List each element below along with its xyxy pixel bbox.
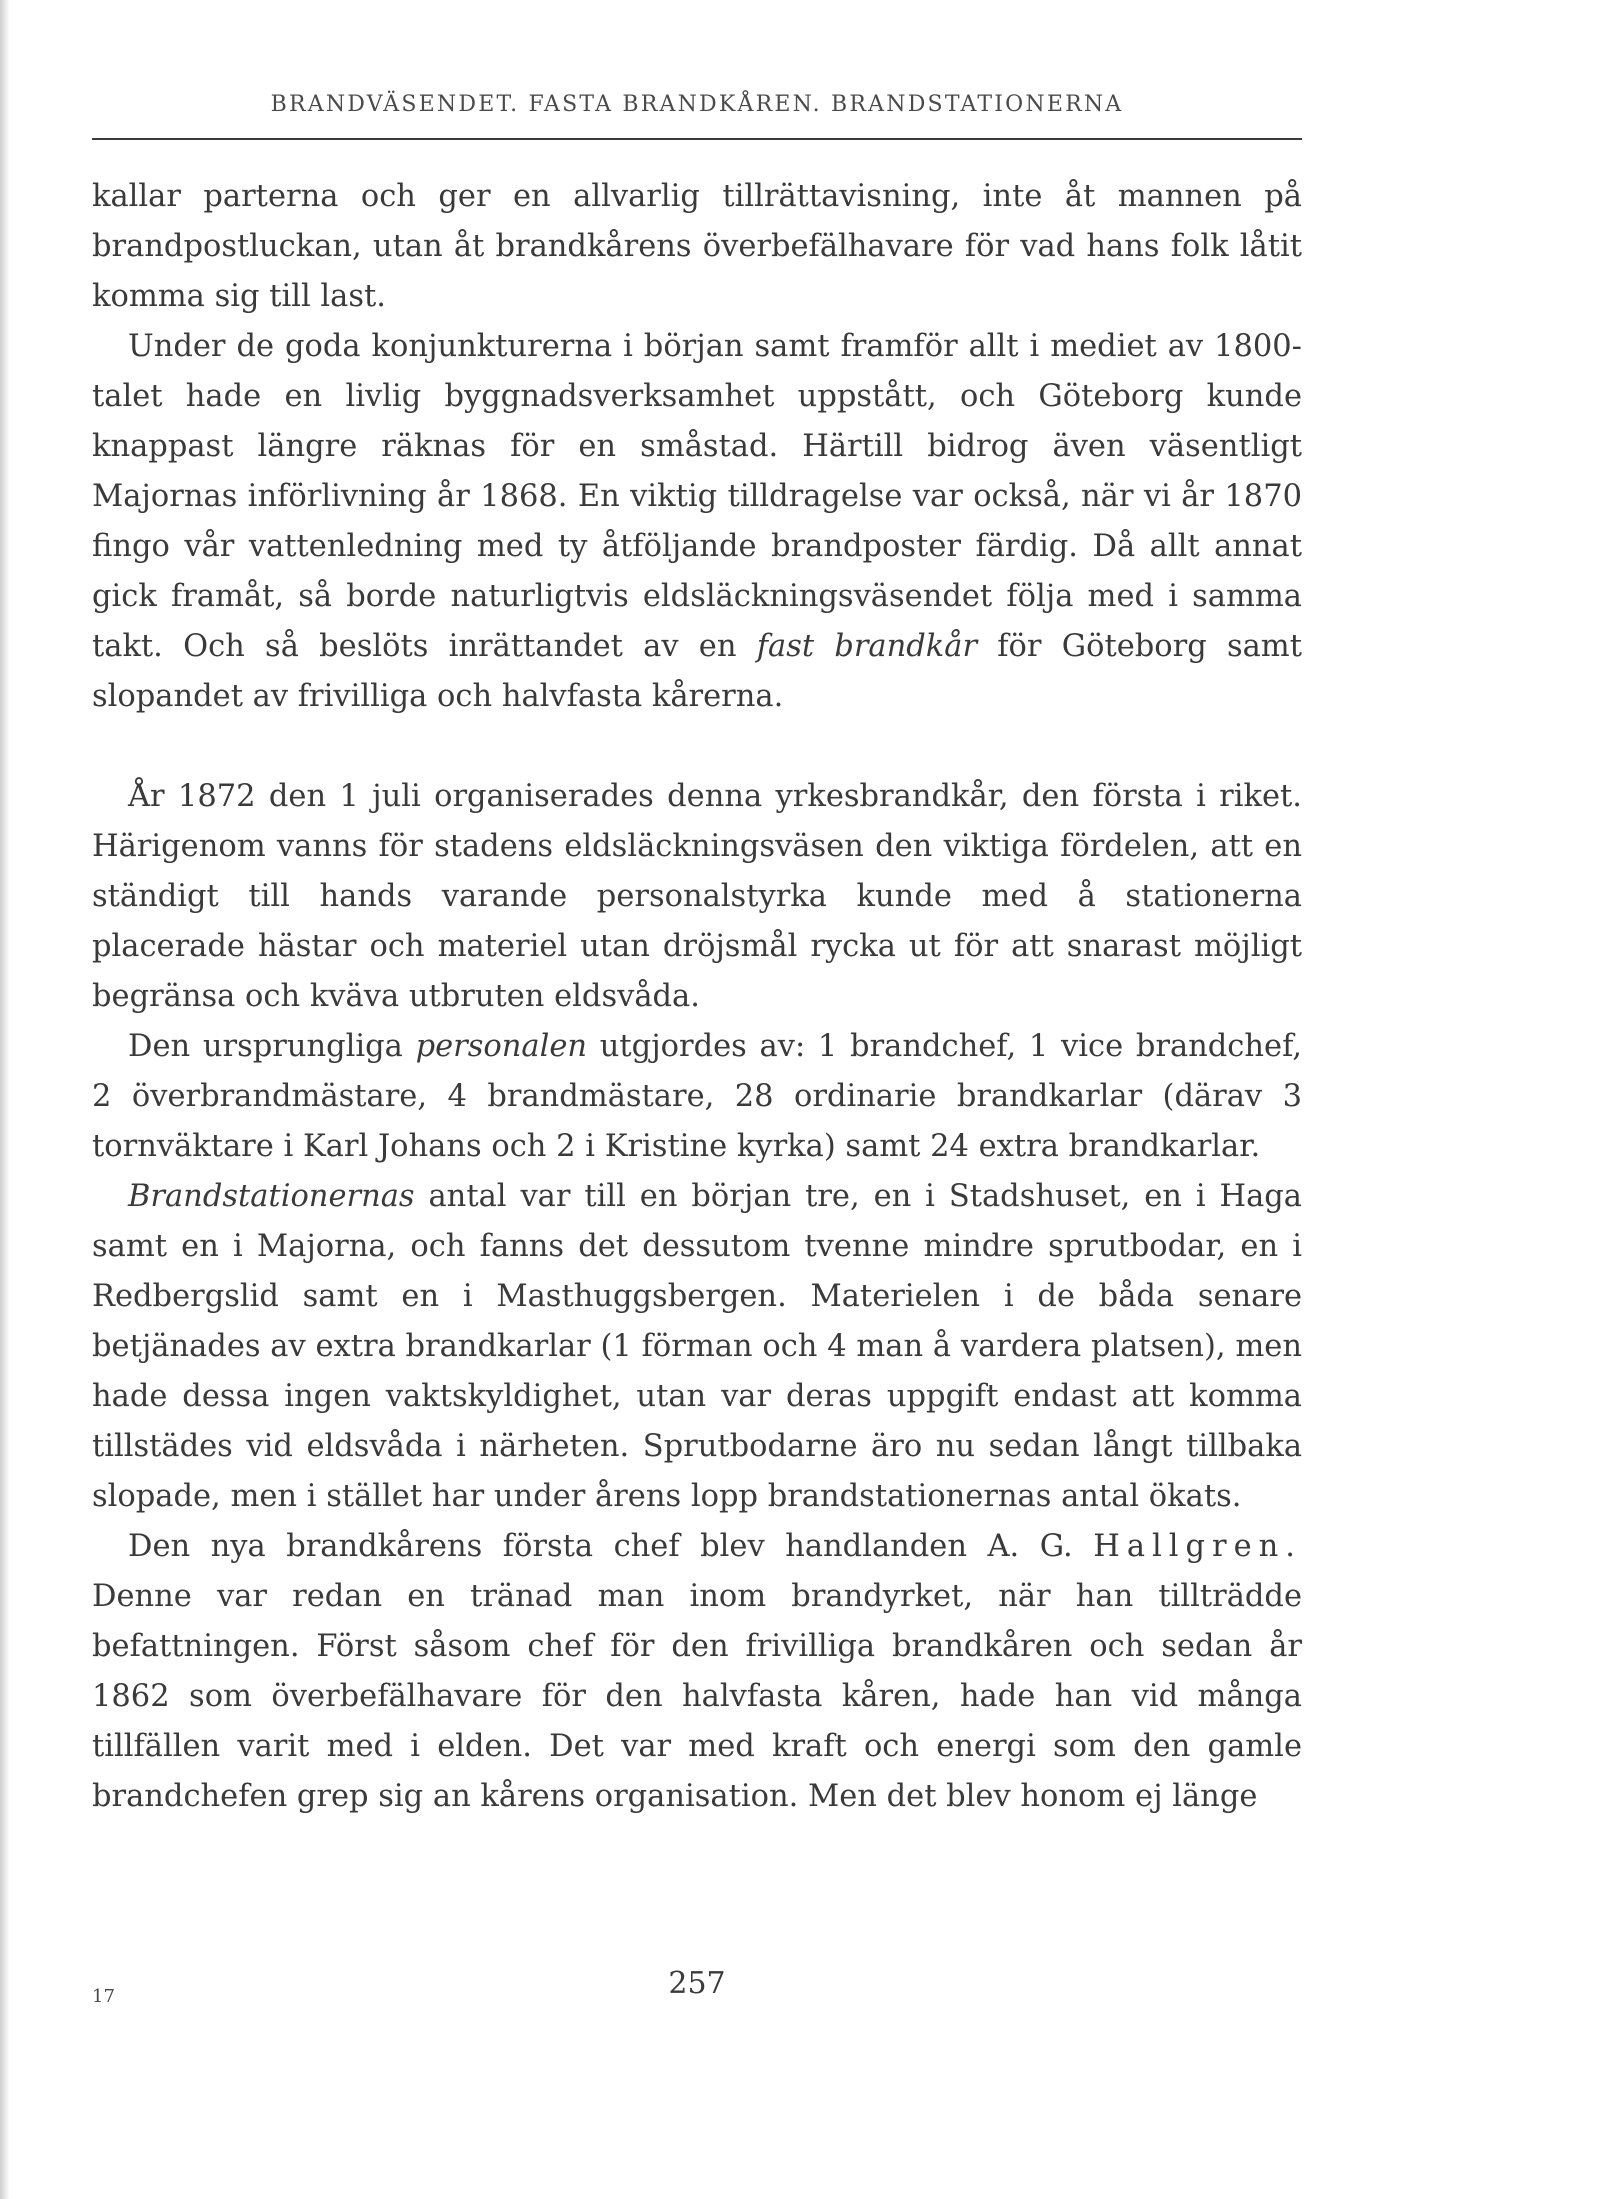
page-number: 257	[668, 1966, 726, 2001]
signature-mark: 17	[92, 1986, 115, 2007]
paragraph-4-start: Den ursprungliga	[128, 1029, 403, 1064]
section-gap	[92, 722, 1302, 772]
paragraph-1: kallar parterna och ger en allvarlig tillrättavisning, inte åt mannen på brandpostluckan, utan åt brandkårens överbefälhavare för vad hans folk låtit komma sig till last.	[92, 179, 1302, 314]
emphasis-personalen: personalen	[415, 1029, 588, 1064]
paragraph-2	[92, 322, 1302, 722]
emphasis-fast-brandkar: fast brandkår	[756, 629, 978, 664]
running-header: BRANDVÄSENDET. FASTA BRANDKÅREN. BRANDSTATIONERNA	[270, 92, 1124, 117]
paragraph-4	[92, 1022, 1302, 1172]
book-page	[92, 0, 1302, 2199]
paragraph-3: År 1872 den 1 juli organiserades denna yrkesbrandkår, den första i riket. Härigenom vanns för stadens eldsläckningsväsen den viktiga fördelen, att en ständigt till hands varande personalstyrka kunde med å stationerna placerade hästar och materiel utan dröjsmål rycka ut för att snarast möjligt begränsa och kväva utbruten eldsvåda.	[92, 779, 1302, 1014]
paragraph-6-end: Denne var redan en tränad man inom brandyrket, när han tillträdde befattningen. Först såsom chef för den frivilliga brandkåren och sedan år 1862 som överbefälhavare för den halvfasta kåren, hade han vid många tillfällen varit med i elden. Det var med kraft och energi som den gamle brandchefen grep sig an kårens organisation. Men det blev honom ej länge	[92, 1579, 1302, 1814]
name-hallgren: Hallgren.	[1093, 1529, 1303, 1564]
body-text	[92, 172, 1302, 1822]
paragraph-4-end: utgjordes av: 1 brandchef, 1 vice brandchef, 2 överbrandmästare, 4 brandmästare, 28 ordinarie brandkarlar (därav 3 tornväktare i Karl Johans och 2 i Kristine kyrka) samt 24 extra brandkarlar.	[92, 1029, 1302, 1164]
paragraph-2-text: Under de goda konjunkturerna i början samt framför allt i mediet av 1800-talet hade en livlig byggnadsverksamhet uppstått, och Göteborg kunde knappast längre räknas för en småstad. Härtill bidrog även väsentligt Majornas införlivning år 1868. En viktig tilldragelse var också, när vi år 1870 fingo vår vattenledning med ty åtföljande brandposter färdig. Då allt annat gick framåt, så borde naturligtvis eldsläckningsväsendet följa med i samma takt. Och så beslöts inrättandet av en	[92, 329, 1302, 664]
paragraph-5	[92, 1172, 1302, 1522]
paragraph-6	[92, 1522, 1302, 1822]
header-rule	[92, 138, 1302, 140]
emphasis-brandstationernas: Brandstationernas	[128, 1179, 415, 1214]
paragraph-2-end: för Göteborg samt slopandet av frivilliga och halvfasta kårerna.	[92, 629, 1302, 714]
paragraph-5-end: antal var till en början tre, en i Stadshuset, en i Haga samt en i Majorna, och fanns det dessutom tvenne mindre sprutbodar, en i Redbergslid samt en i Masthuggsbergen. Materielen i de båda senare betjänades av extra brandkarlar (1 förman och 4 man å vardera platsen), men hade dessa ingen vaktskyldighet, utan var deras uppgift endast att komma tillstädes vid eldsvåda i närheten. Sprutbodarne äro nu sedan långt tillbaka slopade, men i stället har under årens lopp brandstationernas antal ökats.	[92, 1179, 1302, 1514]
page-edge-shadow	[0, 0, 10, 2199]
paragraph-6-start: Den nya brandkårens första chef blev handlanden A. G.	[128, 1529, 1073, 1564]
